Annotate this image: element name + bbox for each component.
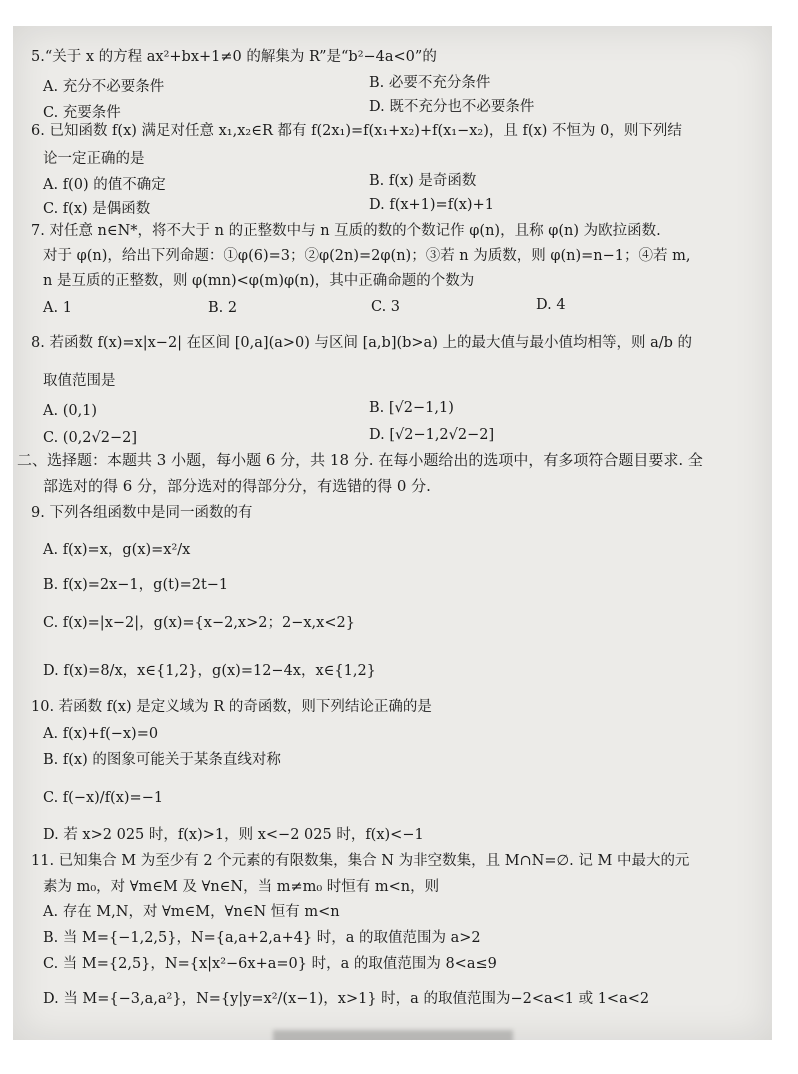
section-2-title-1: 二、选择题：本题共 3 小题，每小题 6 分，共 18 分. 在每小题给出的选项中，有多项符合题目要求. 全 bbox=[17, 451, 703, 469]
question-6-option-c: C. f(x) 是偶函数 bbox=[43, 201, 151, 217]
question-11-stem-2: 素为 m₀，对 ∀m∈M 及 ∀n∈N，当 m≠m₀ 时恒有 m<n，则 bbox=[43, 879, 440, 895]
question-7-option-d: D. 4 bbox=[536, 297, 566, 313]
question-9-option-b: B. f(x)=2x−1，g(t)=2t−1 bbox=[43, 577, 229, 593]
question-10-option-a: A. f(x)+f(−x)=0 bbox=[43, 726, 159, 742]
question-6-option-b: B. f(x) 是奇函数 bbox=[369, 173, 477, 189]
question-8-option-d: D. [√2−1,2√2−2] bbox=[369, 427, 495, 443]
question-10-option-b: B. f(x) 的图象可能关于某条直线对称 bbox=[43, 752, 281, 768]
blurred-footer bbox=[273, 1030, 513, 1040]
question-5-option-a: A. 充分不必要条件 bbox=[43, 79, 165, 95]
question-8-option-b: B. [√2−1,1) bbox=[369, 400, 454, 416]
question-5-stem: 5.“关于 x 的方程 ax²+bx+1≠0 的解集为 R”是“b²−4a<0”的 bbox=[31, 49, 437, 65]
question-5-option-d: D. 既不充分也不必要条件 bbox=[369, 99, 535, 115]
question-9-option-d: D. f(x)=8/x，x∈{1,2}，g(x)=12−4x，x∈{1,2} bbox=[43, 663, 376, 679]
exam-page bbox=[13, 26, 772, 1040]
question-11-option-b: B. 当 M={−1,2,5}，N={a,a+2,a+4} 时，a 的取值范围为 a>2 bbox=[43, 930, 481, 946]
question-10-stem: 10. 若函数 f(x) 是定义域为 R 的奇函数，则下列结论正确的是 bbox=[31, 699, 432, 715]
question-10-option-c: C. f(−x)/f(x)=−1 bbox=[43, 790, 164, 806]
question-11-option-c: C. 当 M={2,5}，N={x|x²−6x+a=0} 时，a 的取值范围为 8<a≤9 bbox=[43, 956, 497, 972]
question-11-option-a: A. 存在 M,N，对 ∀m∈M，∀n∈N 恒有 m<n bbox=[43, 904, 340, 920]
question-11-stem-1: 11. 已知集合 M 为至少有 2 个元素的有限数集，集合 N 为非空数集，且 M∩N=∅. 记 M 中最大的元 bbox=[31, 853, 690, 869]
question-9-stem: 9. 下列各组函数中是同一函数的有 bbox=[31, 505, 253, 521]
section-2-title-2: 部选对的得 6 分，部分选对的得部分分，有选错的得 0 分. bbox=[43, 477, 431, 495]
question-7-stem-1: 7. 对任意 n∈N*，将不大于 n 的正整数中与 n 互质的数的个数记作 φ(n)，且称 φ(n) 为欧拉函数. bbox=[31, 223, 661, 239]
question-5-option-b: B. 必要不充分条件 bbox=[369, 75, 491, 91]
question-9-option-c: C. f(x)=|x−2|，g(x)={x−2,x>2；2−x,x<2} bbox=[43, 615, 355, 631]
question-8-stem-1: 8. 若函数 f(x)=x|x−2| 在区间 [0,a](a>0) 与区间 [a,b](b>a) 上的最大值与最小值均相等，则 a/b 的 bbox=[31, 335, 693, 351]
question-7-option-b: B. 2 bbox=[208, 300, 238, 316]
question-6-stem-1: 6. 已知函数 f(x) 满足对任意 x₁,x₂∈R 都有 f(2x₁)=f(x₁+x₂)+f(x₁−x₂)，且 f(x) 不恒为 0，则下列结 bbox=[31, 123, 682, 139]
question-11-option-d: D. 当 M={−3,a,a²}，N={y|y=x²/(x−1)，x>1} 时，a 的取值范围为−2<a<1 或 1<a<2 bbox=[43, 991, 650, 1007]
question-7-option-a: A. 1 bbox=[43, 300, 72, 316]
question-10-option-d: D. 若 x>2 025 时，f(x)>1，则 x<−2 025 时，f(x)<−1 bbox=[43, 827, 424, 843]
question-6-option-a: A. f(0) 的值不确定 bbox=[43, 177, 166, 193]
question-6-option-d: D. f(x+1)=f(x)+1 bbox=[369, 197, 494, 213]
question-8-option-a: A. (0,1) bbox=[43, 403, 98, 419]
question-7-stem-3: n 是互质的正整数，则 φ(mn)<φ(m)φ(n)，其中正确命题的个数为 bbox=[43, 273, 475, 289]
question-6-stem-2: 论一定正确的是 bbox=[43, 151, 145, 167]
question-7-option-c: C. 3 bbox=[371, 299, 401, 315]
question-7-stem-2: 对于 φ(n)，给出下列命题：①φ(6)=3；②φ(2n)=2φ(n)；③若 n 为质数，则 φ(n)=n−1；④若 m, bbox=[43, 248, 691, 264]
question-8-stem-2: 取值范围是 bbox=[43, 373, 116, 389]
question-5-option-c: C. 充要条件 bbox=[43, 105, 121, 121]
question-9-option-a: A. f(x)=x，g(x)=x²/x bbox=[43, 542, 191, 558]
question-8-option-c: C. (0,2√2−2] bbox=[43, 430, 138, 446]
